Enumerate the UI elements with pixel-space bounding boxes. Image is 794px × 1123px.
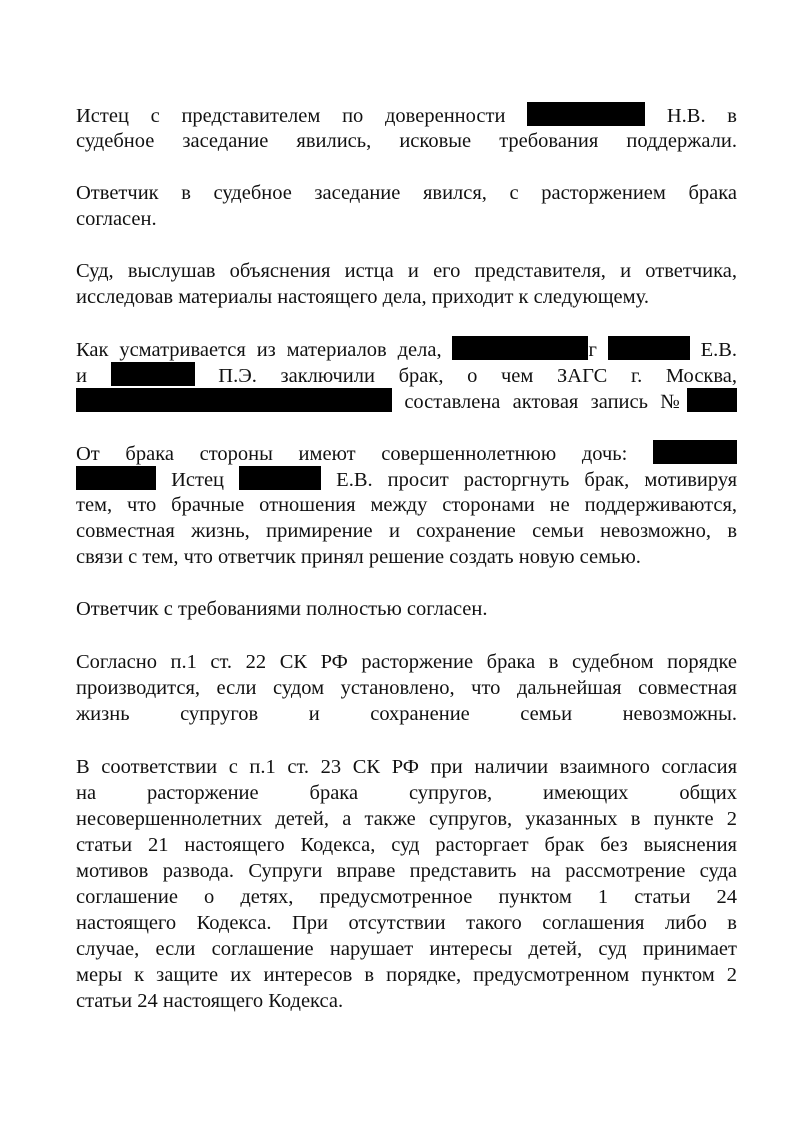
text-line: Истец с представителем по доверенности Н.В. в: [76, 102, 737, 128]
text-line: жизнь супругов и сохранение семьи невозможны.: [76, 703, 737, 725]
text-line: настоящего Кодекса. При отсутствии такого соглашения либо в: [76, 912, 737, 934]
text-line: Согласно п.1 ст. 22 СК РФ расторжение брака в судебном порядке: [76, 651, 737, 673]
text-line: составлена актовая запись №: [76, 388, 737, 414]
redaction-box: [687, 388, 737, 412]
redaction-box: [76, 388, 392, 412]
text-line: От брака стороны имеют совершеннолетнюю дочь:: [76, 440, 737, 466]
text-line: Истец Е.В. просит расторгнуть брак, мотивируя: [76, 466, 737, 492]
paragraph-article-23: [76, 754, 737, 1014]
paragraph-defendant-agrees: [76, 596, 737, 622]
redaction-box: [239, 466, 321, 490]
text-line: тем, что брачные отношения между сторонами не поддерживаются,: [76, 494, 737, 516]
text-line: согласен.: [76, 208, 157, 230]
text-line: судебное заседание явились, исковые требования поддержали.: [76, 130, 737, 152]
paragraph-children-claim: [76, 440, 737, 570]
text-line: несовершеннолетних детей, а также супругов, указанных в пункте 2: [76, 808, 737, 830]
paragraph-article-22: [76, 649, 737, 727]
text-line: Ответчик с требованиями полностью согласен.: [76, 598, 488, 620]
text-line: статьи 24 настоящего Кодекса.: [76, 990, 344, 1012]
redaction-box: [111, 362, 195, 386]
paragraph-representative: [76, 102, 737, 154]
redaction-box: [653, 440, 737, 464]
paragraph-court-review: [76, 258, 737, 310]
text-line: мотивов развода. Супруги вправе представить на рассмотрение суда: [76, 860, 737, 882]
text-line: и П.Э. заключили брак, о чем ЗАГС г. Москва,: [76, 362, 737, 388]
redaction-box: [452, 336, 588, 360]
redaction-box: [608, 336, 690, 360]
text-line: меры к защите их интересов в порядке, предусмотренном пунктом 2: [76, 964, 737, 986]
text-line: случае, если соглашение нарушает интересы детей, суд принимает: [76, 938, 737, 960]
redaction-box: [527, 102, 645, 126]
text-line: соглашение о детях, предусмотренное пунктом 1 статьи 24: [76, 886, 737, 908]
paragraph-defendant-appearance: [76, 180, 737, 232]
text-line: совместная жизнь, примирение и сохранение семьи невозможно, в: [76, 520, 737, 542]
text-line: Как усматривается из материалов дела, г Е.В.: [76, 336, 737, 362]
text-line: на расторжение брака супругов, имеющих общих: [76, 782, 737, 804]
text-line: статьи 21 настоящего Кодекса, суд расторгает брак без выяснения: [76, 834, 737, 856]
text-line: производится, если судом установлено, что дальнейшая совместная: [76, 677, 737, 699]
text-line: Суд, выслушав объяснения истца и его представителя, и ответчика,: [76, 260, 737, 282]
text-line: Ответчик в судебное заседание явился, с расторжением брака: [76, 182, 737, 204]
text-line: исследовав материалы настоящего дела, приходит к следующему.: [76, 286, 649, 308]
redaction-box: [76, 466, 156, 490]
paragraph-marriage-record: [76, 336, 737, 414]
text-line: связи с тем, что ответчик принял решение создать новую семью.: [76, 546, 641, 568]
text-line: В соответствии с п.1 ст. 23 СК РФ при наличии взаимного согласия: [76, 756, 737, 778]
